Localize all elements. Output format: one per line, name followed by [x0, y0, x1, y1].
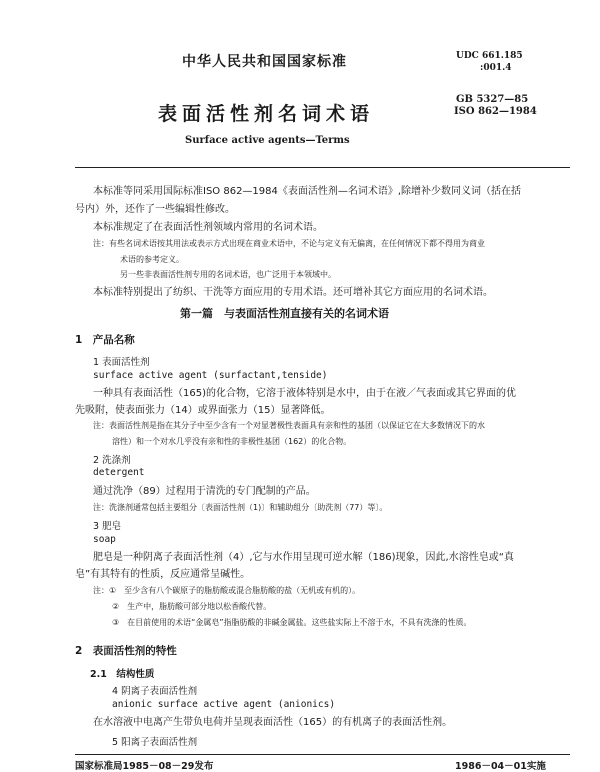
intro-note-1-cont: 术语的参考定义。: [120, 255, 184, 264]
term-4-definition: 在水溶液中电离产生带负电荷并呈现表面活性（165）的有机离子的表面活性剂。: [93, 717, 453, 728]
part-title: 第一篇 与表面活性剂直接有关的名词术语: [180, 307, 389, 320]
term-4-english: anionic surface active agent (anionics): [112, 699, 336, 710]
term-3-definition-cont: 皂”有其特有的性质，反应通常呈碱性。: [75, 569, 251, 580]
subsection-2-1-heading: 2.1 结构性质: [90, 669, 155, 680]
term-3-definition: 肥皂是一种阴离子表面活性剂（4）,它与水作用呈现可逆水解（186)现象，因此,水溶性皂或“真: [93, 552, 514, 563]
issuing-body: 中华人民共和国国家标准: [182, 54, 347, 70]
gb-number: GB 5327—85: [456, 94, 529, 105]
term-1-note: 注：表面活性剂是指在其分子中至少含有一个对显著极性表面具有亲和性的基团（以保证它在大多数情况下的水: [93, 421, 485, 430]
term-3-note-3: ③ 在目前使用的术语“金属皂”指脂肪酸的非碱金属盐。这些盐实际上不溶于水，不具有洗涤的性质。: [112, 618, 472, 627]
intro-note-1: 注：有些名词术语按其用法或表示方式出现在商业术语中，不论与定义有无偏离，在任何情况下都不得用为商业: [93, 239, 485, 248]
udc-code-suffix: :001.4: [480, 63, 512, 73]
term-3-chinese: 3 肥皂: [93, 521, 122, 532]
term-1-definition: 一种具有表面活性（165)的化合物，它溶于液体特别是水中，由于在液／气表面或其它界面的优: [93, 388, 516, 399]
term-2-note: 注：洗涤剂通常包括主要组分〔表面活性剂（1)〕和辅助组分〔助洗剂（77）等〕。: [93, 503, 388, 512]
term-1-definition-cont: 先吸附，使表面张力（14）或界面张力（15）显著降低。: [75, 405, 331, 416]
term-3-note-2: ② 生产中，脂肪酸可部分地以松香酸代替。: [112, 602, 272, 611]
intro-paragraph-1: 本标准等同采用国际标准ISO 862—1984《表面活性剂—名词术语》,除增补少数同义词（括在括: [93, 186, 522, 197]
term-1-english: surface active agent (surfactant,tenside): [93, 370, 328, 381]
page-title: 表面活性剂名词术语: [158, 103, 375, 125]
term-2-chinese: 2 洗涤剂: [93, 455, 131, 466]
footer-rule: [75, 754, 570, 755]
intro-paragraph-1-cont: 号内）外，还作了一些编辑性修改。: [75, 204, 235, 215]
udc-code: UDC 661.185: [456, 51, 523, 61]
intro-paragraph-2: 本标准规定了在表面活性剂领域内常用的名词术语。: [93, 222, 323, 233]
iso-number: ISO 862—1984: [454, 106, 537, 117]
term-1-chinese: 1 表面活性剂: [93, 357, 150, 368]
term-3-note-1: 注：① 至少含有八个碳原子的脂肪酸或混合脂肪酸的盐（无机或有机的）。: [93, 586, 361, 595]
term-5-chinese: 5 阳离子表面活性剂: [112, 737, 198, 748]
term-3-english: soap: [93, 534, 116, 545]
section-1-heading: 1 产品名称: [75, 334, 135, 346]
term-4-chinese: 4 阴离子表面活性剂: [112, 686, 198, 697]
section-2-heading: 2 表面活性剂的特性: [75, 645, 177, 657]
term-2-english: detergent: [93, 467, 145, 478]
intro-paragraph-3: 本标准特别提出了纺织、干洗等方面应用的专用术语。还可增补其它方面应用的名词术语。: [93, 287, 493, 298]
effective-date: 1986－04－01实施: [455, 761, 546, 772]
issue-date: 国家标准局1985－08－29发布: [75, 761, 214, 772]
intro-note-2: 另一些非表面活性剂专用的名词术语，也广泛用于本领域中。: [120, 270, 336, 279]
term-1-note-cont: 溶性）和一个对水几乎没有亲和性的非极性基团（162）的化合物。: [112, 437, 352, 446]
english-subtitle: Surface active agents—Terms: [185, 135, 350, 146]
header-rule: [75, 167, 570, 168]
term-2-definition: 通过洗净（89）过程用于清洗的专门配制的产品。: [93, 486, 316, 497]
